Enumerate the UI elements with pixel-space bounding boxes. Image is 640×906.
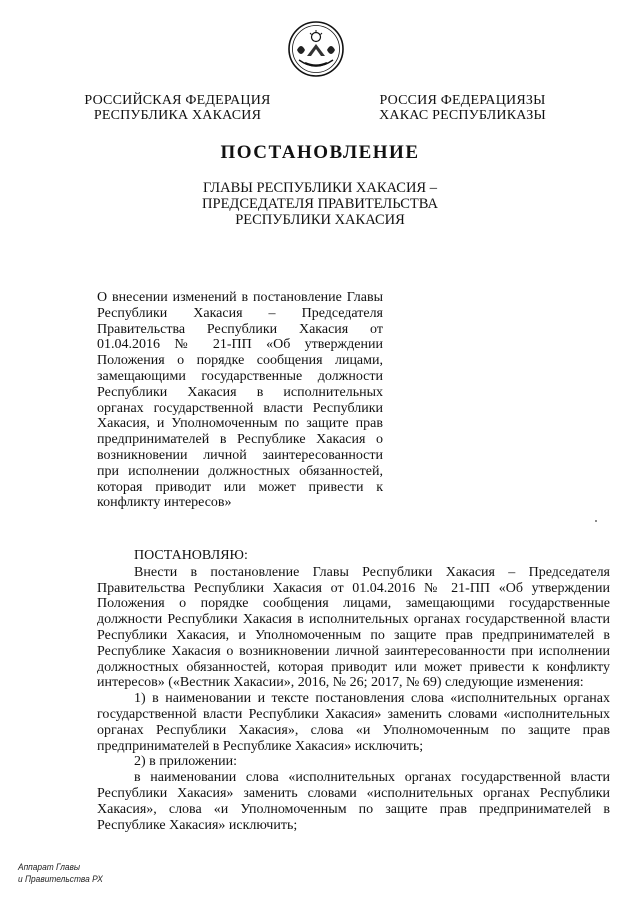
issuer-line-2: ПРЕДСЕДАТЕЛЯ ПРАВИТЕЛЬСТВА — [202, 196, 438, 212]
document-type: ПОСТАНОВЛЕНИЕ — [220, 142, 420, 163]
scan-dot — [595, 520, 597, 522]
document-body — [97, 548, 610, 833]
header-left-line-2: РЕСПУБЛИКА ХАКАСИЯ — [93, 108, 262, 123]
resolve-heading: ПОСТАНОВЛЯЮ: — [134, 548, 248, 563]
header-right-line-2: ХАКАС РЕСПУБЛИКАЗЫ — [379, 108, 546, 123]
document-subject: О внесении изменений в постановление Главы Республики Хакасия – Председателя Правительства Республики Хакасия от 01.04.2016 № 21-ПП «Об утверждении Положения о порядке сообщения лицами, замещающими государственные должности Республики Хакасия в исполнительных органах государственной власти Республики Хакасия, и Уполномоченным по защите прав предпринимателей в Республике Хакасия о возникновении личной заинтересованности при исполнении должностных обязанностей, которая приводит или может привести к конфликту интересов» — [97, 290, 383, 511]
office-stamp — [18, 862, 103, 886]
header-right-line-1: РОССИЯ ФЕДЕРАЦИЯЗЫ — [379, 93, 546, 108]
header-left-line-1: РОССИЙСКАЯ ФЕДЕРАЦИЯ — [84, 93, 271, 108]
body-paragraph-4: в наименовании слова «исполнительных органах государственной власти Республики Хакасия» заменить словами «исполнительных органах Республики Хакасия», слова «и Уполномоченным по защите прав предпринимателей в Республике Хакасия» исключить; — [97, 770, 610, 833]
body-paragraph-1: Внести в постановление Главы Республики Хакасия – Председателя Правительства Республики Хакасия от 01.04.2016 № 21-ПП «Об утверждении Положения о порядке сообщения лицами, замещающими государственные должности Республики Хакасия в исполнительных органах государственной власти Республики Хакасия, и Уполномоченным по защите прав предпринимателей в Республике Хакасия о возникновении личной заинтересованности при исполнении должностных обязанностей, которая приводит или может привести к конфликту интересов» («Вестник Хакасии», 2016, № 26; 2017, № 69) следующие изменения: — [97, 564, 610, 691]
header-left — [80, 93, 275, 123]
body-paragraph-3: 2) в приложении: — [134, 754, 237, 770]
issuer-line-3: РЕСПУБЛИКИ ХАКАСИЯ — [235, 212, 405, 228]
stamp-line-2: и Правительства РХ — [18, 874, 103, 885]
body-paragraph-2: 1) в наименовании и тексте постановления слова «исполнительных органах государственной власти Республики Хакасия» заменить словами «исполнительных органах Республики Хакасия», слова «и Уполномоченным по защите прав предпринимателей в Республике Хакасия» исключить; — [97, 691, 610, 754]
issuer-block — [170, 180, 470, 228]
stamp-line-1: Аппарат Главы — [18, 862, 81, 873]
coat-of-arms-of-khakassia-icon — [287, 20, 345, 78]
issuer-line-1: ГЛАВЫ РЕСПУБЛИКИ ХАКАСИЯ – — [203, 180, 437, 196]
header-right — [370, 93, 555, 123]
